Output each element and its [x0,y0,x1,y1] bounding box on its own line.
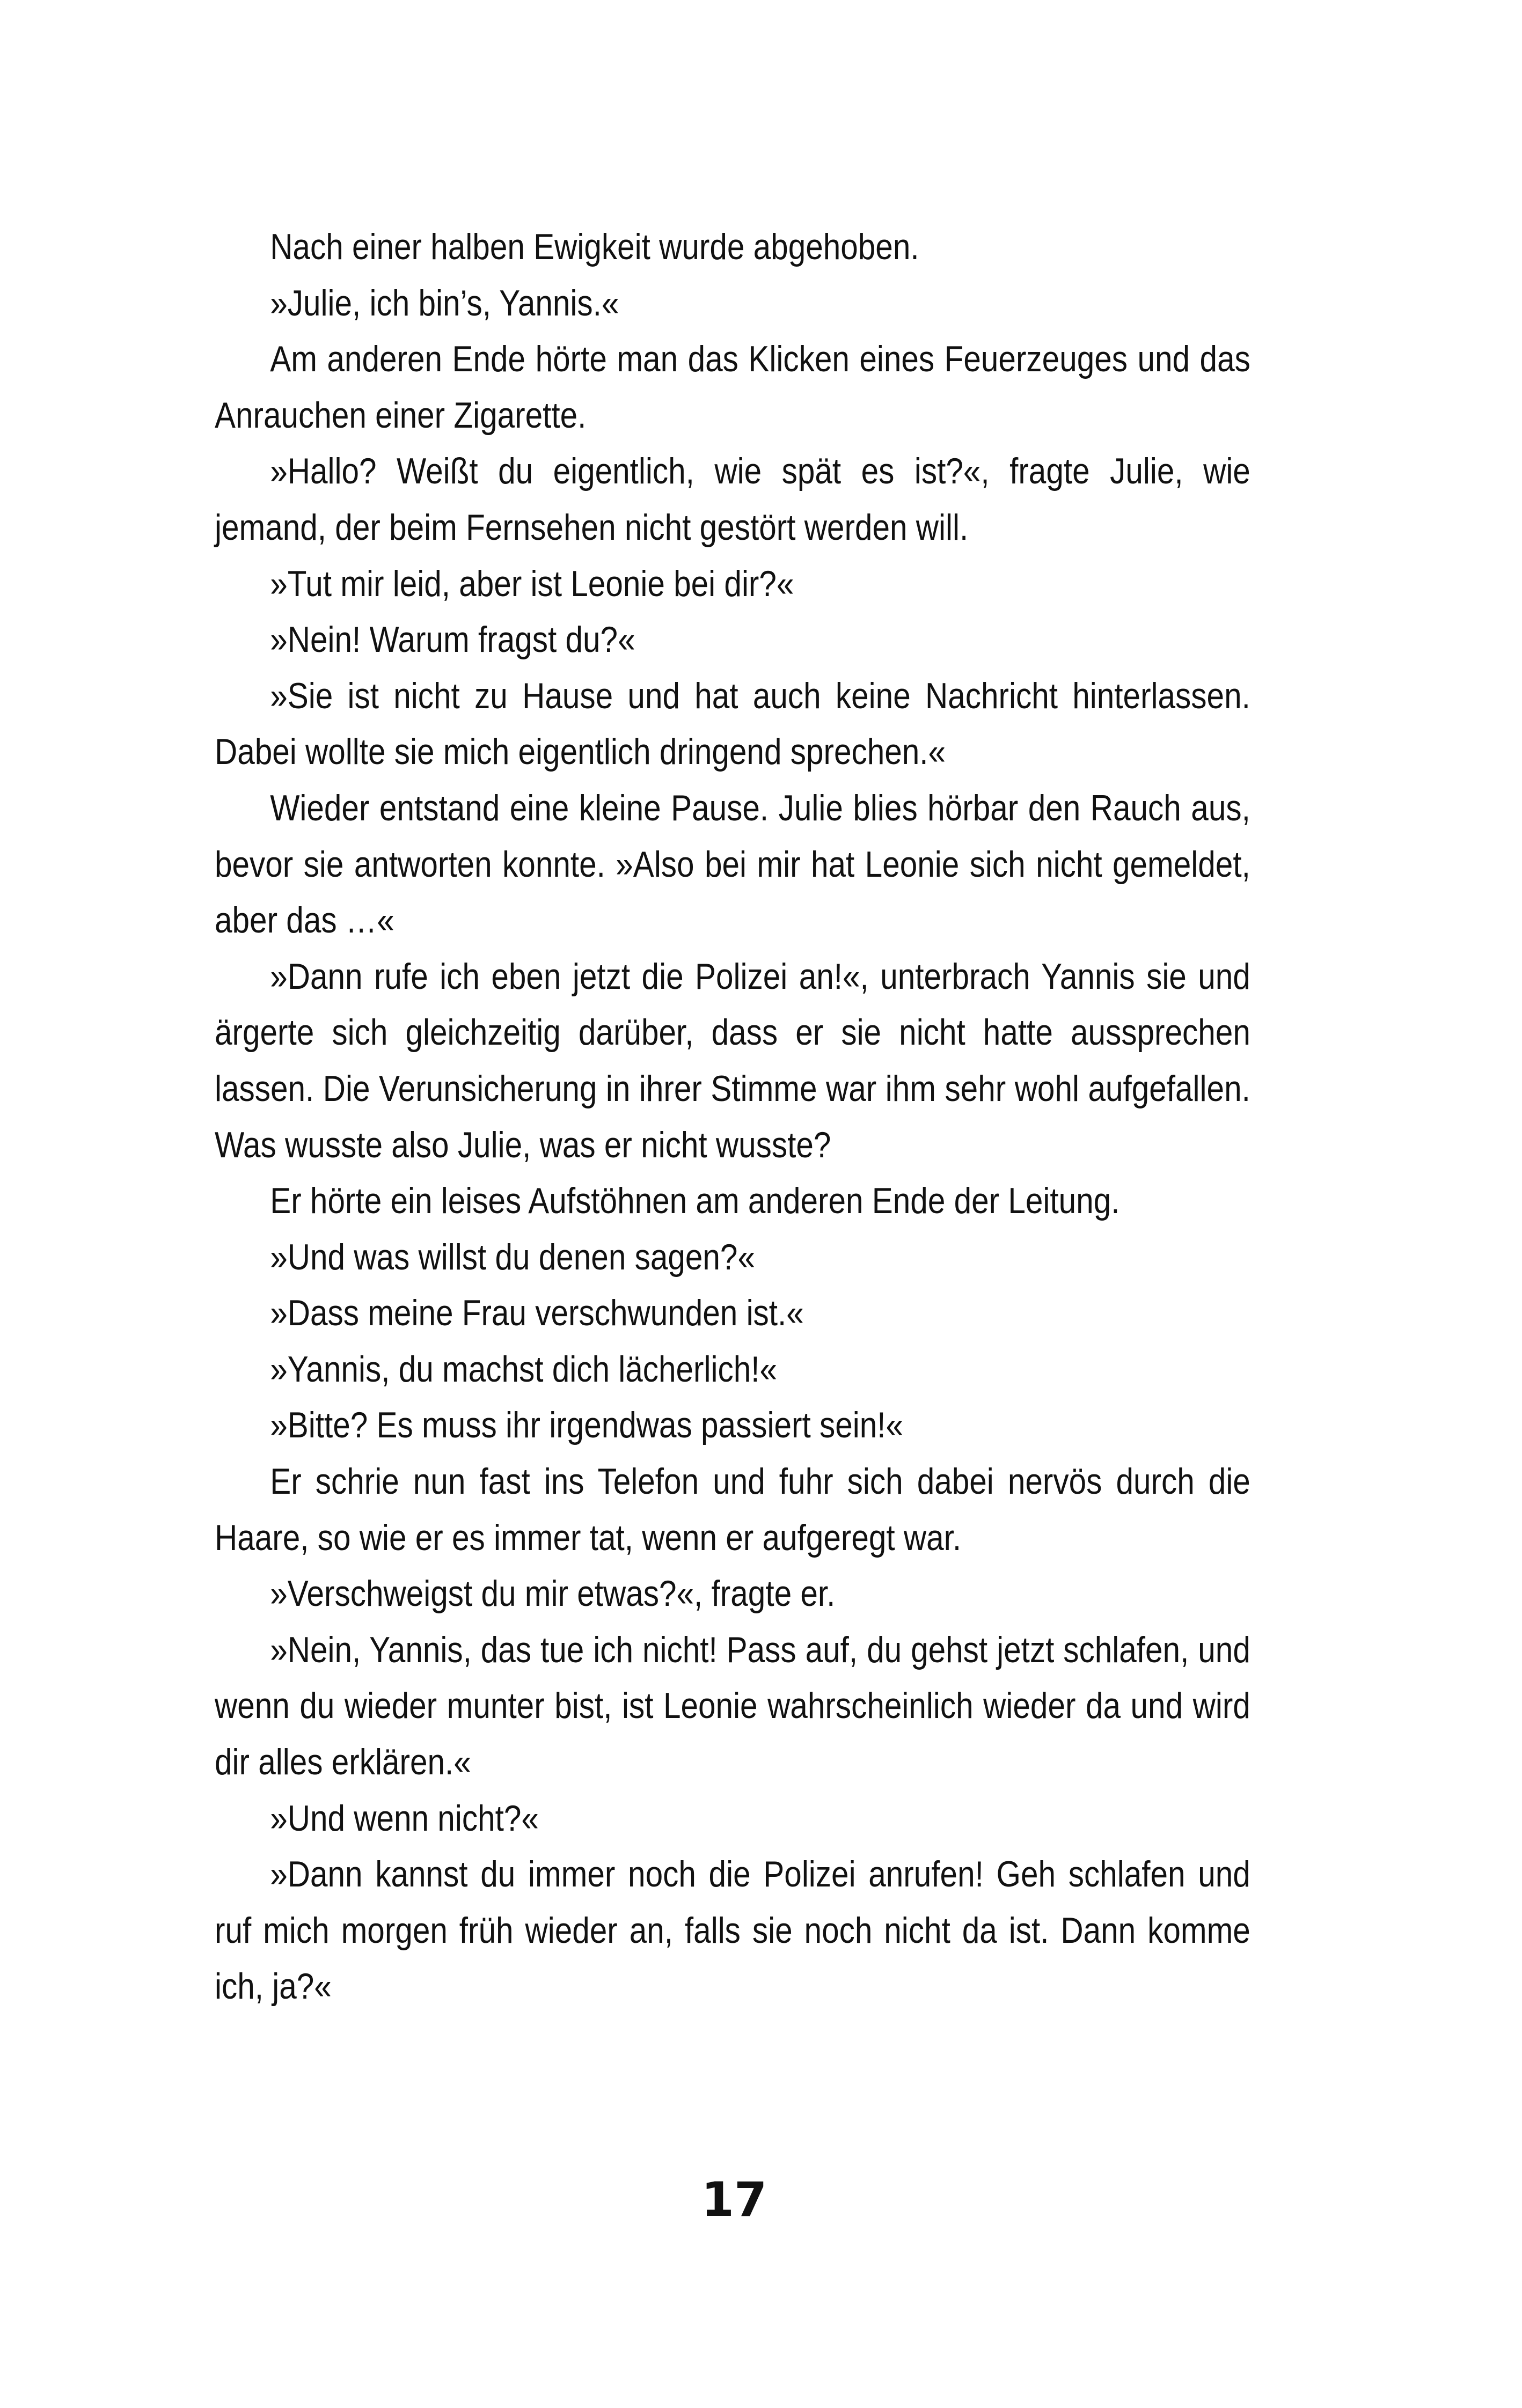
paragraph: »Yannis, du machst dich lächerlich!« [270,1348,778,1390]
paragraph: »Nein, Yannis, das tue ich nicht! Pass auf, du gehst jetzt schlafen, und wenn du wieder munter bist, ist Leonie wahrscheinlich wieder da und wird dir alles erklären.« [215,1629,1250,1783]
paragraph: »Tut mir leid, aber ist Leonie bei dir?« [270,563,794,604]
page-number: 17 [701,2172,767,2227]
paragraph: Wieder entstand eine kleine Pause. Julie blies hörbar den Rauch aus, bevor sie antworten konnte. »Also bei mir hat Leonie sich nicht gemeldet, aber das …« [215,787,1250,941]
paragraph: Er schrie nun fast ins Telefon und fuhr sich dabei nervös durch die Haare, so wie er es immer tat, wenn er aufgeregt war. [215,1461,1250,1558]
paragraph: »Hallo? Weißt du eigentlich, wie spät es ist?«, fragte Julie, wie jemand, der beim Fernsehen nicht gestört werden will. [215,451,1250,548]
paragraph: »Nein! Warum fragst du?« [270,619,635,660]
paragraph: Nach einer halben Ewigkeit wurde abgehoben. [270,226,919,267]
body-text [215,219,1250,2015]
paragraph: »Dass meine Frau verschwunden ist.« [270,1293,804,1334]
paragraph: »Dann kannst du immer noch die Polizei anrufen! Geh schlafen und ruf mich morgen früh wieder an, falls sie noch nicht da ist. Dann komme ich, ja?« [215,1854,1250,2007]
paragraph: »Dann rufe ich eben jetzt die Polizei an!«, unterbrach Yannis sie und ärgerte sich gleichzeitig darüber, dass er sie nicht hatte aussprechen lassen. Die Verunsicherung in ihrer Stimme war ihm sehr wohl aufgefallen. Was wusste also Julie, was er nicht wusste? [215,956,1250,1165]
paragraph: »Und was willst du denen sagen?« [270,1236,755,1278]
paragraph: »Verschweigst du mir etwas?«, fragte er. [270,1573,836,1614]
paragraph: Am anderen Ende hörte man das Klicken eines Feuerzeuges und das Anrauchen einer Zigarette. [215,339,1250,436]
paragraph: »Sie ist nicht zu Hause und hat auch keine Nachricht hinterlassen. Dabei wollte sie mich eigentlich dringend sprechen.« [215,675,1250,773]
paragraph: Er hörte ein leises Aufstöhnen am anderen Ende der Leitung. [270,1180,1120,1222]
paragraph: »Und wenn nicht?« [270,1797,539,1839]
paragraph: »Bitte? Es muss ihr irgendwas passiert sein!« [270,1405,904,1446]
paragraph: »Julie, ich bin’s, Yannis.« [270,282,619,324]
